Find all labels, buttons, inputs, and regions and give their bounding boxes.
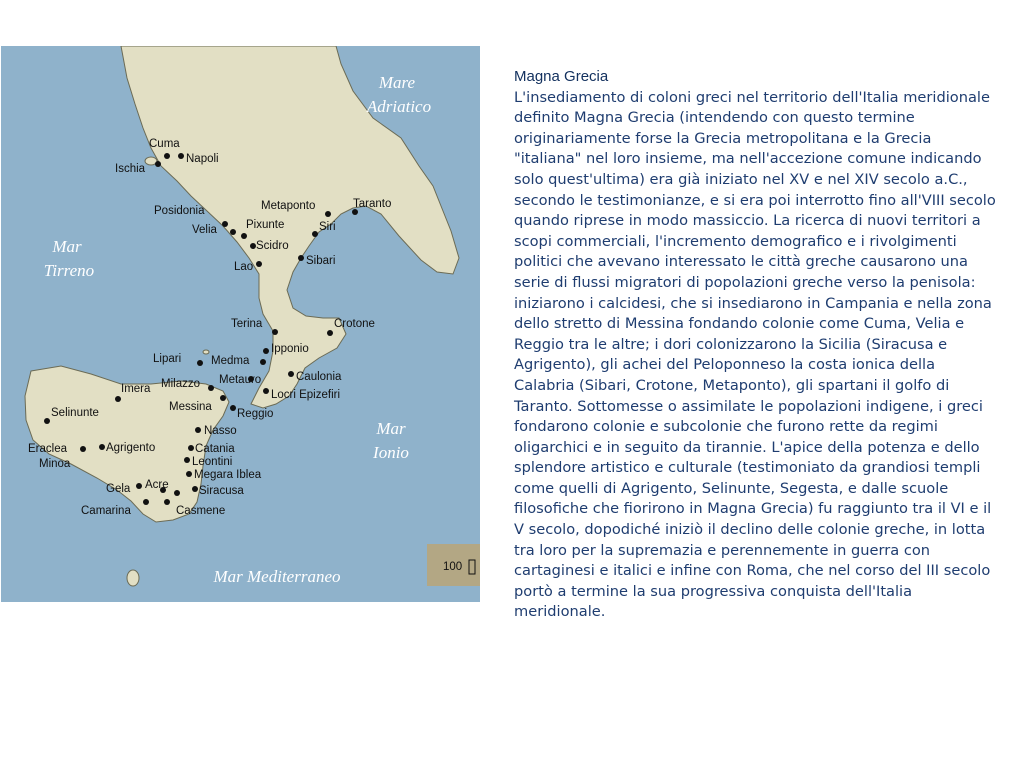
scale-bar bbox=[427, 544, 480, 586]
city-label-metauro: Metauro bbox=[219, 374, 262, 386]
city-marker bbox=[256, 261, 262, 267]
city-marker bbox=[188, 445, 194, 451]
city-marker bbox=[288, 371, 294, 377]
city-label-milazzo: Milazzo bbox=[161, 378, 200, 390]
city-marker bbox=[143, 499, 149, 505]
city-label-lao: Lao bbox=[234, 261, 254, 273]
city-label-metaponto: Metaponto bbox=[261, 200, 316, 212]
sea-label-mediterraneo: Mar Mediterraneo bbox=[213, 567, 341, 586]
city-marker bbox=[44, 418, 50, 424]
city-marker bbox=[260, 359, 266, 365]
svg-text:Mar: Mar bbox=[52, 237, 82, 256]
city-marker bbox=[220, 395, 226, 401]
city-label-locri: Locri Epizefiri bbox=[271, 389, 341, 401]
city-label-camarina: Camarina bbox=[81, 505, 131, 517]
city-marker bbox=[230, 405, 236, 411]
city-label-sibari: Sibari bbox=[306, 255, 336, 267]
city-marker bbox=[174, 490, 180, 496]
city-label-siri: Siri bbox=[319, 221, 336, 233]
city-label-casmene: Casmene bbox=[176, 505, 226, 517]
city-marker bbox=[155, 161, 161, 167]
city-marker bbox=[272, 329, 278, 335]
svg-text:Tirreno: Tirreno bbox=[43, 261, 95, 280]
city-marker bbox=[263, 348, 269, 354]
city-label-cuma: Cuma bbox=[149, 138, 180, 150]
city-label-acre: Acre bbox=[145, 479, 169, 491]
city-label-eraclea: Eraclea bbox=[28, 443, 67, 455]
article-title: Magna Grecia bbox=[514, 68, 609, 85]
city-label-messina: Messina bbox=[169, 401, 212, 413]
city-marker bbox=[208, 385, 214, 391]
city-label-napoli: Napoli bbox=[186, 153, 219, 165]
city-marker bbox=[325, 211, 331, 217]
city-marker bbox=[99, 444, 105, 450]
city-marker bbox=[195, 427, 201, 433]
city-label-crotone: Crotone bbox=[334, 318, 375, 330]
svg-text:Mar: Mar bbox=[376, 419, 406, 438]
city-label-agrigento: Agrigento bbox=[106, 442, 156, 454]
city-marker bbox=[80, 446, 86, 452]
city-marker bbox=[222, 221, 228, 227]
article bbox=[514, 67, 996, 623]
svg-text:Mare: Mare bbox=[378, 73, 416, 92]
city-marker bbox=[115, 396, 121, 402]
city-label-minoa: Minoa bbox=[39, 458, 71, 470]
city-label-gela: Gela bbox=[106, 483, 131, 495]
city-label-posidonia: Posidonia bbox=[154, 205, 205, 217]
aeolian-island bbox=[203, 350, 209, 354]
city-label-megara: Megara Iblea bbox=[194, 469, 262, 481]
city-label-imera: Imera bbox=[121, 383, 151, 395]
city-label-taranto: Taranto bbox=[353, 198, 392, 210]
city-label-scidro: Scidro bbox=[256, 240, 289, 252]
svg-text:100: 100 bbox=[443, 561, 463, 573]
city-label-ischia: Ischia bbox=[115, 163, 146, 175]
city-label-velia: Velia bbox=[192, 224, 217, 236]
malta-island bbox=[127, 570, 139, 586]
city-label-catania: Catania bbox=[195, 443, 235, 455]
city-marker bbox=[263, 388, 269, 394]
city-marker bbox=[192, 486, 198, 492]
city-marker bbox=[230, 229, 236, 235]
svg-text:Ionio: Ionio bbox=[373, 443, 409, 462]
city-label-pixunte: Pixunte bbox=[246, 219, 285, 231]
city-label-terina: Terina bbox=[231, 318, 263, 330]
city-label-caulonia: Caulonia bbox=[296, 371, 342, 383]
city-label-leontini: Leontini bbox=[192, 456, 233, 468]
article-body: L'insediamento di coloni greci nel territorio dell'Italia meridionale definito Magna Grecia (intendendo con questo termine originariamente forse la Grecia metropolitana e la Grecia "italiana" nel loro insieme, ma nell'accezione comune indicando solo quest'ultima) era già iniziato nel XV e nel XIV secolo a.C., secondo le testimonianze, e si era poi interrotto fino all'VIII secolo quando riprese in modo massiccio. La ricerca di nuovi territori a scopi commerciali, l'incremento demografico e i rivolgimenti politici che avevano interessato le città greche causarono una serie di flussi migratori di popolazioni greche verso la penisola: iniziarono i calcidesi, che si insediarono in Campania e nella zona dello stretto di Messina fondando colonie come Cuma, Velia e Reggio tra le altre; i dori colonizzarono la Sicilia (Siracusa e Agrigento), gli achei del Peloponneso la costa ionica della Calabria (Sibari, Crotone, Metaponto), gli spartani il golfo di Taranto. Sottomesse o assimilate le popolazioni indigene, i greci fondarono colonie e subcolonie che furono rette da regimi oligarchici e in seguito da tirannie. L'apice della potenza e dello splendore artistico e culturale (testimoniato da grandiosi templi come quelli di Agrigento, Selinunte, Segesta, e dalle scuole filosofiche che fiorirono in Magna Grecia) fu raggiunto tra il VI e il V secolo, dopodiché iniziò il declino delle colonie greche, in lotta tra loro per la supremazia e perennemente in guerra con cartaginesi e italici e infine con Roma, che nel corso del III secolo portò a termine la sua progressiva conquista dell'Italia meridionale. bbox=[514, 88, 996, 621]
city-marker bbox=[197, 360, 203, 366]
magna-grecia-map bbox=[1, 46, 480, 602]
city-marker bbox=[164, 153, 170, 159]
city-label-siracusa: Siracusa bbox=[199, 485, 244, 497]
svg-text:Adriatico: Adriatico bbox=[366, 97, 432, 116]
city-marker bbox=[164, 499, 170, 505]
city-marker bbox=[184, 457, 190, 463]
city-marker bbox=[298, 255, 304, 261]
city-marker bbox=[327, 330, 333, 336]
city-label-reggio: Reggio bbox=[237, 408, 274, 420]
city-label-nasso: Nasso bbox=[204, 425, 237, 437]
city-marker bbox=[312, 231, 318, 237]
city-label-lipari: Lipari bbox=[153, 353, 182, 365]
city-label-medma: Medma bbox=[211, 355, 250, 367]
city-label-selinunte: Selinunte bbox=[51, 407, 99, 419]
city-marker bbox=[186, 471, 192, 477]
city-label-ipponio: Ipponio bbox=[271, 343, 309, 355]
city-marker bbox=[241, 233, 247, 239]
city-marker bbox=[178, 153, 184, 159]
city-marker bbox=[136, 483, 142, 489]
